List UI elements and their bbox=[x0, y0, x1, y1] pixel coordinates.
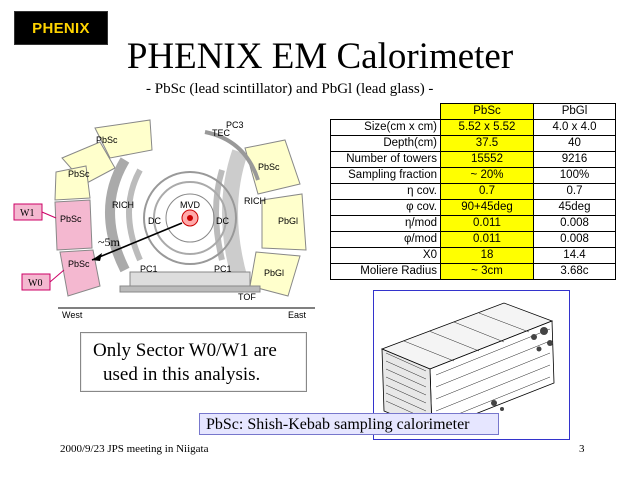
row-label: Moliere Radius bbox=[331, 264, 441, 280]
label-pbsc-east-1: PbSc bbox=[258, 162, 280, 172]
label-pbsc-w0: PbSc bbox=[68, 259, 90, 269]
label-tof: TOF bbox=[238, 292, 256, 302]
phenix-logo: PHENIX bbox=[14, 11, 108, 45]
row-pbsc: 18 bbox=[441, 248, 534, 264]
label-pbgl-1: PbGl bbox=[278, 216, 299, 226]
label-pc3: PC3 bbox=[226, 120, 244, 130]
table-header-row bbox=[331, 104, 616, 120]
label-mvd: MVD bbox=[180, 200, 200, 210]
table-row bbox=[331, 248, 616, 264]
label-rich-east: RICH bbox=[244, 196, 266, 206]
module-caption: PbSc: Shish-Kebab sampling calorimeter bbox=[199, 413, 499, 435]
row-label: φ cov. bbox=[331, 200, 441, 216]
label-east: East bbox=[288, 310, 307, 320]
spec-table bbox=[330, 103, 616, 280]
label-rich-west: RICH bbox=[112, 200, 134, 210]
label-pbsc-w1: PbSc bbox=[60, 214, 82, 224]
row-pbgl: 45deg bbox=[534, 200, 616, 216]
slide-title: PHENIX EM Calorimeter bbox=[126, 36, 514, 77]
row-pbsc: ~ 3cm bbox=[441, 264, 534, 280]
label-w1: W1 bbox=[20, 208, 35, 219]
table-row bbox=[331, 216, 616, 232]
table-row bbox=[331, 232, 616, 248]
table-row bbox=[331, 264, 616, 280]
row-pbsc: ~ 20% bbox=[441, 168, 534, 184]
analysis-note-line1: Only Sector W0/W1 are bbox=[93, 340, 277, 361]
label-pbsc-2: PbSc bbox=[68, 169, 90, 179]
table-row bbox=[331, 120, 616, 136]
row-pbsc: 5.52 x 5.52 bbox=[441, 120, 534, 136]
row-pbgl: 100% bbox=[534, 168, 616, 184]
table-header-blank bbox=[331, 104, 441, 120]
table-row bbox=[331, 152, 616, 168]
label-w0: W0 bbox=[28, 278, 43, 289]
row-label: Sampling fraction bbox=[331, 168, 441, 184]
row-label: Number of towers bbox=[331, 152, 441, 168]
row-label: η cov. bbox=[331, 184, 441, 200]
label-pbsc-1: PbSc bbox=[96, 135, 118, 145]
row-pbgl: 14.4 bbox=[534, 248, 616, 264]
row-pbsc: 15552 bbox=[441, 152, 534, 168]
analysis-note bbox=[80, 332, 307, 392]
row-label: Depth(cm) bbox=[331, 136, 441, 152]
label-distance: ~5m bbox=[98, 235, 120, 249]
row-label: η/mod bbox=[331, 216, 441, 232]
row-pbgl: 40 bbox=[534, 136, 616, 152]
west-sector-w0 bbox=[60, 250, 100, 296]
label-pc1-west: PC1 bbox=[140, 264, 158, 274]
label-pbgl-2: PbGl bbox=[264, 268, 285, 278]
row-pbgl: 0.008 bbox=[534, 232, 616, 248]
row-pbgl: 0.008 bbox=[534, 216, 616, 232]
row-pbsc: 0.7 bbox=[441, 184, 534, 200]
label-tec: TEC bbox=[212, 128, 230, 138]
detector-diagram bbox=[0, 100, 330, 330]
table-row bbox=[331, 136, 616, 152]
row-pbsc: 37.5 bbox=[441, 136, 534, 152]
row-label: φ/mod bbox=[331, 232, 441, 248]
row-label: Size(cm x cm) bbox=[331, 120, 441, 136]
label-dc-west: DC bbox=[148, 216, 161, 226]
table-header-pbsc: PbSc bbox=[441, 104, 534, 120]
label-west: West bbox=[62, 310, 83, 320]
row-pbsc: 90+45deg bbox=[441, 200, 534, 216]
table-header-pbgl: PbGl bbox=[534, 104, 616, 120]
row-pbgl: 0.7 bbox=[534, 184, 616, 200]
west-sector-w1 bbox=[55, 200, 92, 250]
analysis-note-line2: used in this analysis. bbox=[103, 364, 261, 385]
table-row bbox=[331, 200, 616, 216]
row-pbsc: 0.011 bbox=[441, 232, 534, 248]
page-number: 3 bbox=[579, 443, 585, 455]
row-pbsc: 0.011 bbox=[441, 216, 534, 232]
footer-text: 2000/9/23 JPS meeting in Niigata bbox=[60, 443, 209, 455]
slide-subtitle: - PbSc (lead scintillator) and PbGl (lead glass) - bbox=[146, 81, 434, 97]
row-pbgl: 4.0 x 4.0 bbox=[534, 120, 616, 136]
table-row bbox=[331, 184, 616, 200]
label-dc-east: DC bbox=[216, 216, 229, 226]
row-label: X0 bbox=[331, 248, 441, 264]
label-pc1-east: PC1 bbox=[214, 264, 232, 274]
row-pbgl: 9216 bbox=[534, 152, 616, 168]
table-row bbox=[331, 168, 616, 184]
row-pbgl: 3.68c bbox=[534, 264, 616, 280]
